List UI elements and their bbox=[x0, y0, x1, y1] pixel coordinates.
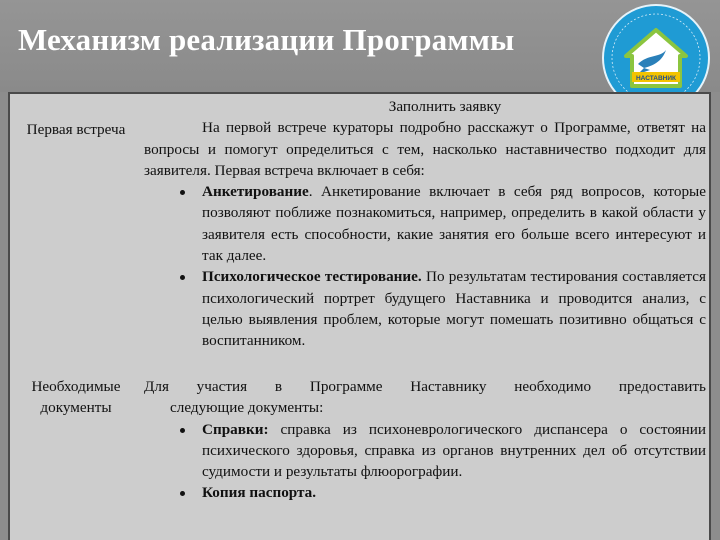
documents-intro-first-line: Для участия в Программе Наставнику необходимо предоставить bbox=[144, 378, 706, 395]
list-item bbox=[202, 419, 706, 483]
first-meeting-list bbox=[144, 181, 706, 351]
list-item-text: справка из психоневрологического диспансера о состоянии психического здоровья, справка из органов внутренних дел об отсутствии судимости и результаты флюорографии. bbox=[202, 420, 706, 481]
list-item-term: Психологическое тестирование. bbox=[202, 268, 422, 286]
list-item bbox=[202, 482, 706, 503]
section-heading: Заполнить заявку bbox=[388, 98, 502, 115]
first-meeting-intro: На первой встрече кураторы подробно расскажут о Программе, ответят на вопросы и помогут определиться с тем, насколько наставничество подходит для заявителя. Первая встреча включает в себя: bbox=[144, 119, 706, 179]
list-item-term: Справки: bbox=[202, 420, 269, 438]
documents-intro-rest: следующие документы: bbox=[170, 399, 324, 417]
documents-list bbox=[144, 419, 706, 504]
list-item-text: По результатам тестирования составляется психологический портрет будущего Наставника и проводится анализ, с целью выявления проблем, которые могут помешать позитивно общаться с воспитанником. bbox=[202, 268, 706, 350]
row-label-required-documents: Необходимые документы bbox=[31, 378, 121, 417]
list-item bbox=[202, 266, 706, 351]
list-item bbox=[202, 181, 706, 266]
list-item-term: Копия паспорта. bbox=[202, 484, 317, 502]
slide-title: Механизм реализации Программы bbox=[18, 22, 515, 57]
logo-emblem-text: НАСТАВНИК bbox=[635, 75, 677, 82]
list-item-term: Анкетирование bbox=[202, 183, 309, 201]
list-item-text: . Анкетирование включает в себя ряд вопросов, которые позволяют поближе познакомиться, например, определить в какой области у заявителя есть способности, какие занятия его больше всего интересуют и так далее. bbox=[202, 183, 706, 265]
program-table bbox=[8, 92, 711, 540]
row-content-first-meeting bbox=[144, 96, 706, 352]
row-content-required-documents bbox=[144, 376, 706, 504]
row-label-first-meeting: Первая встреча bbox=[26, 121, 126, 138]
